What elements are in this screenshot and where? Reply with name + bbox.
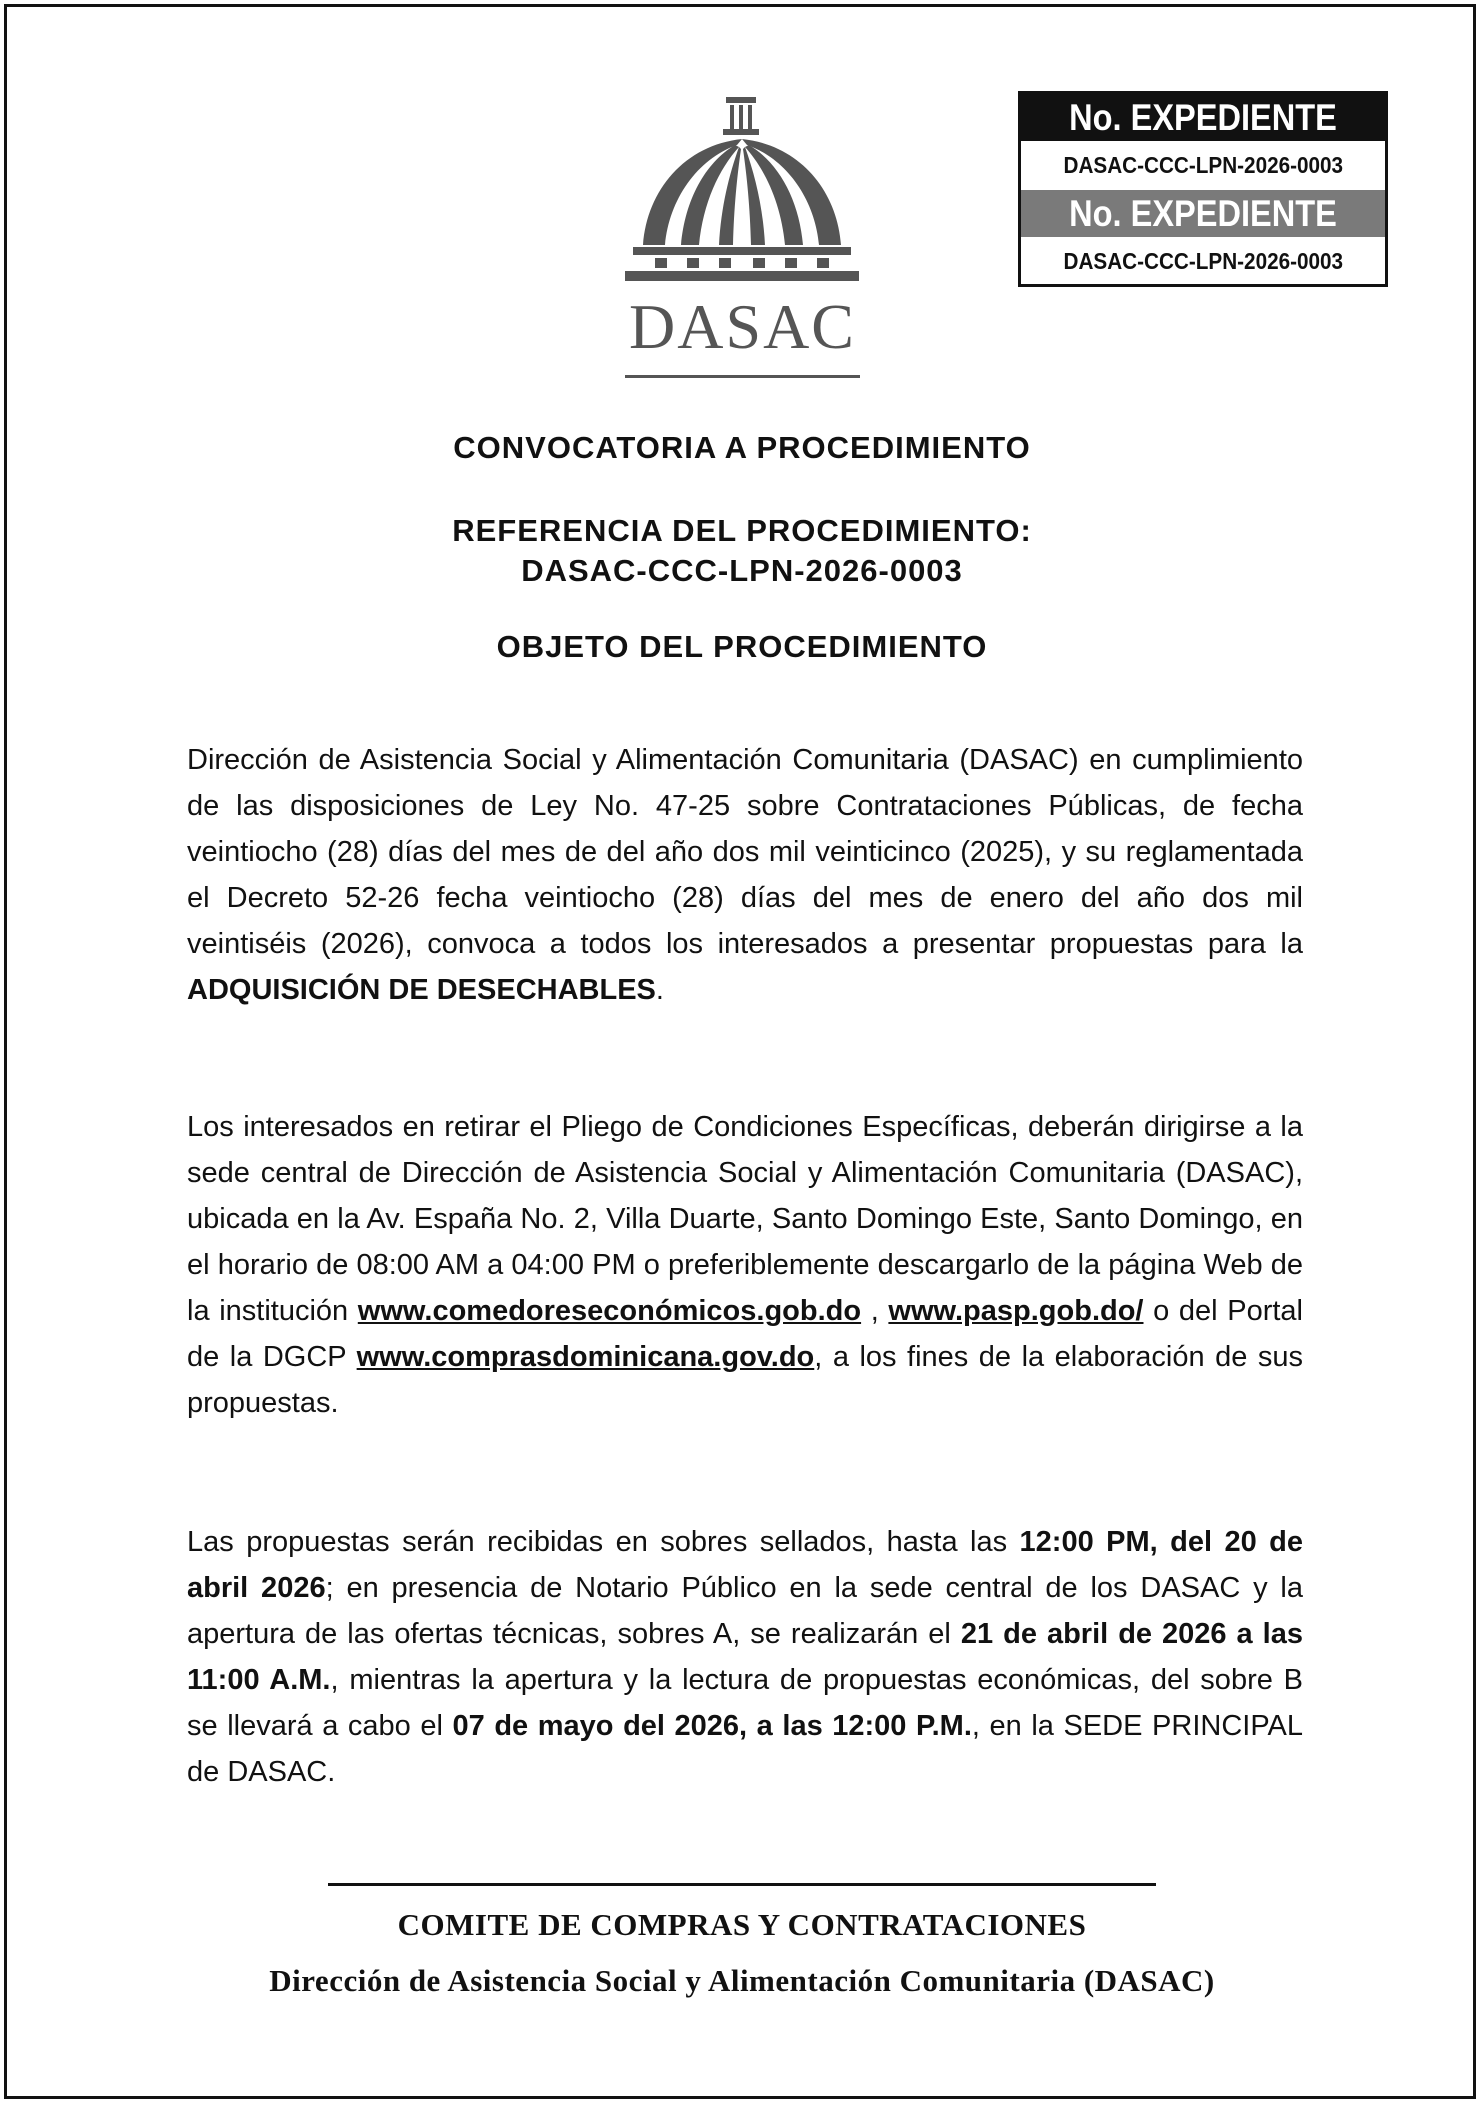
reference-value: DASAC-CCC-LPN-2026-0003 [521,553,963,588]
paragraph-text: , a los fines de la elaboración de sus propuestas. [187,1341,1303,1419]
paragraph-text: o del Portal de la DGCP [187,1295,1303,1373]
paragraph-propuestas [187,1519,1303,1795]
page-title: CONVOCATORIA A PROCEDIMIENTO [453,430,1031,465]
expediente-value-secondary [1021,237,1385,285]
paragraph-text: , [861,1295,889,1327]
committee-name: COMITE DE COMPRAS Y CONTRATACIONES [397,1907,1087,1942]
link-comedores[interactable]: www.comedoreseconómicos.gob.do [357,1295,862,1327]
technical-opening-date: 21 de abril de 2026 a las 11:00 A.M. [187,1618,1303,1696]
paragraph-convocatoria [187,737,1303,1013]
logo-text: DASAC [629,291,856,362]
paragraph-text: Los interesados en retirar el Pliego de Condiciones Específicas, deberán dirigirse a la sede central de Dirección de Asistencia Social y Alimentación Comunitaria (DASAC), ubicada en la Av. España No. 2, Villa Duarte, Santo Domingo Este, Santo Domingo, en el horario de 08:00 AM a 04:00 PM o preferiblemente descargarlo de la página Web de la institución [187,1111,1303,1327]
reference-heading [200,511,1284,591]
link-pasp[interactable]: www.pasp.gob.do/ [888,1295,1144,1327]
expediente-header [1021,94,1385,141]
expediente-value [1021,141,1385,189]
deadline-date: 12:00 PM, del 20 de abril 2026 [187,1526,1303,1604]
reference-label: REFERENCIA DEL PROCEDIMIENTO: [452,513,1032,548]
paragraph-pliego [187,1104,1303,1426]
expediente-label-secondary: No. EXPEDIENTE [1069,193,1337,234]
paragraph-text: Las propuestas serán recibidas en sobres sellados, hasta las [187,1526,1020,1558]
signature-line [328,1883,1156,1886]
link-comprasdominicana[interactable]: www.comprasdominicana.gov.do [356,1341,815,1373]
expediente-header-secondary [1021,190,1385,237]
expediente-number-secondary: DASAC-CCC-LPN-2026-0003 [1063,248,1343,274]
paragraph-text: ; en presencia de Notario Público en la sede central de los DASAC y la apertura de las ofertas técnicas, sobres A, se realizarán el [187,1572,1303,1650]
dasac-logo [625,95,860,390]
object-heading: OBJETO DEL PROCEDIMIENTO [496,629,988,664]
expediente-box [1018,91,1388,287]
economic-opening-date: 07 de mayo del 2026, a las 12:00 P.M. [452,1710,972,1742]
paragraph-end: . [655,974,664,1006]
dome-icon [625,95,860,285]
paragraph-text: , mientras la apertura y la lectura de propuestas económicas, del sobre B se llevará a cabo el [187,1664,1303,1742]
expediente-label: No. EXPEDIENTE [1069,97,1337,138]
institution-name: Dirección de Asistencia Social y Alimentación Comunitaria (DASAC) [269,1963,1215,1998]
logo-underline [625,375,860,378]
procurement-object: ADQUISICIÓN DE DESECHABLES [187,974,656,1006]
expediente-number: DASAC-CCC-LPN-2026-0003 [1063,152,1343,178]
paragraph-text: , en la SEDE PRINCIPAL de DASAC. [187,1710,1303,1788]
paragraph-text: Dirección de Asistencia Social y Alimentación Comunitaria (DASAC) en cumplimiento de las disposiciones de Ley No. 47-25 sobre Contrataciones Públicas, de fecha veintiocho (28) días del mes de del año dos mil veinticinco (2025), y su reglamentada el Decreto 52-26 fecha veintiocho (28) días del mes de enero del año dos mil veintiséis (2026), convoca a todos los interesados a presentar propuestas para la [187,744,1303,960]
